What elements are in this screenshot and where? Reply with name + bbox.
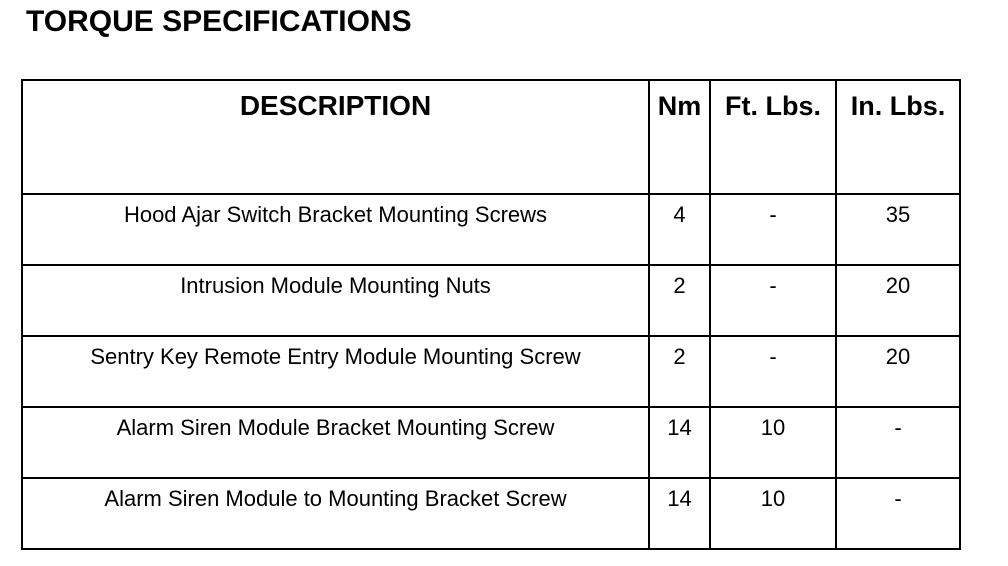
cell-in-lbs: 35 xyxy=(836,194,960,265)
cell-description: Alarm Siren Module to Mounting Bracket Screw xyxy=(22,478,649,549)
cell-nm: 2 xyxy=(649,265,710,336)
cell-ft-lbs: 10 xyxy=(710,478,836,549)
cell-nm: 14 xyxy=(649,478,710,549)
cell-ft-lbs: - xyxy=(710,194,836,265)
cell-nm: 2 xyxy=(649,336,710,407)
cell-in-lbs: - xyxy=(836,407,960,478)
cell-description: Sentry Key Remote Entry Module Mounting Screw xyxy=(22,336,649,407)
header-nm: Nm xyxy=(649,80,710,194)
cell-description: Alarm Siren Module Bracket Mounting Screw xyxy=(22,407,649,478)
table-row xyxy=(22,265,960,336)
table-row xyxy=(22,478,960,549)
cell-ft-lbs: - xyxy=(710,265,836,336)
cell-in-lbs: - xyxy=(836,478,960,549)
cell-ft-lbs: - xyxy=(710,336,836,407)
header-description: DESCRIPTION xyxy=(22,80,649,194)
cell-nm: 14 xyxy=(649,407,710,478)
table-row xyxy=(22,336,960,407)
table-row xyxy=(22,407,960,478)
cell-ft-lbs: 10 xyxy=(710,407,836,478)
header-in-lbs: In. Lbs. xyxy=(836,80,960,194)
cell-description: Intrusion Module Mounting Nuts xyxy=(22,265,649,336)
table-header-row xyxy=(22,80,960,194)
page-title: TORQUE SPECIFICATIONS xyxy=(26,5,412,38)
header-ft-lbs: Ft. Lbs. xyxy=(710,80,836,194)
cell-in-lbs: 20 xyxy=(836,265,960,336)
cell-description: Hood Ajar Switch Bracket Mounting Screws xyxy=(22,194,649,265)
cell-nm: 4 xyxy=(649,194,710,265)
torque-spec-table xyxy=(21,79,961,550)
cell-in-lbs: 20 xyxy=(836,336,960,407)
table-row xyxy=(22,194,960,265)
